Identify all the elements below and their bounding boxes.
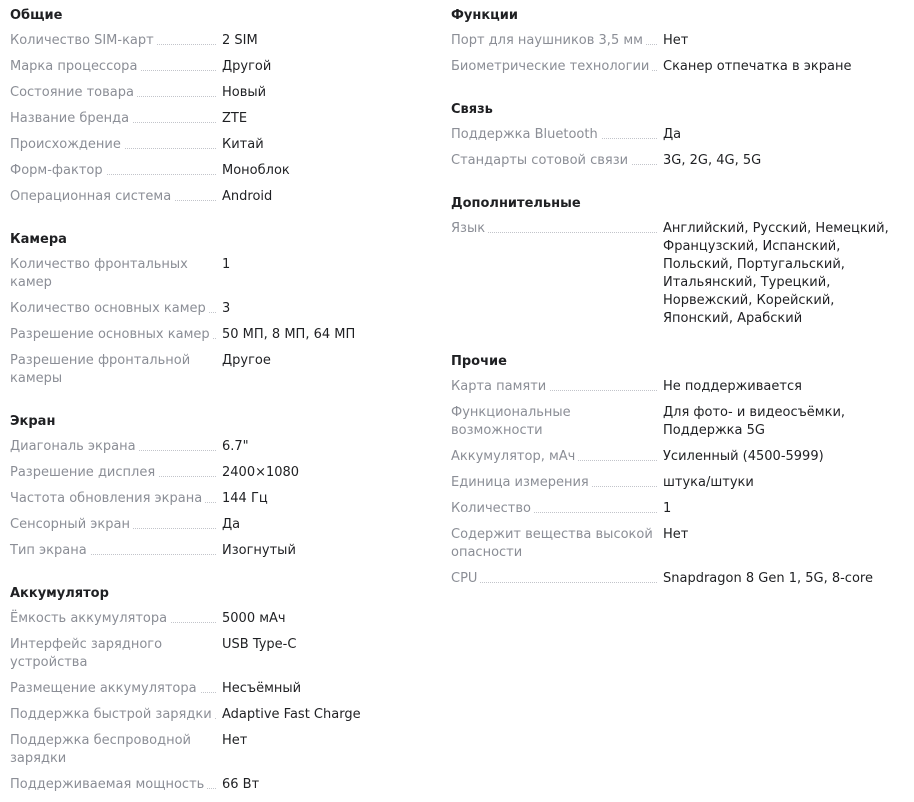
spec-value: 1 bbox=[222, 257, 231, 272]
spec-section bbox=[10, 412, 430, 560]
spec-value: Не поддерживается bbox=[663, 379, 802, 394]
spec-label-wrap bbox=[451, 448, 663, 466]
spec-value: Нет bbox=[663, 33, 689, 48]
spec-section bbox=[451, 352, 906, 588]
spec-value: Другое bbox=[222, 353, 271, 368]
spec-label-wrap bbox=[10, 136, 222, 154]
spec-label: Разрешение основных камер bbox=[10, 326, 213, 344]
spec-label-wrap bbox=[451, 500, 663, 518]
spec-label: Поддержка быстрой зарядки bbox=[10, 706, 215, 724]
spec-label: Диагональ экрана bbox=[10, 438, 139, 456]
spec-row bbox=[10, 352, 430, 388]
spec-value: 3 bbox=[222, 301, 231, 316]
spec-label: Сенсорный экран bbox=[10, 516, 133, 534]
spec-value: Snapdragon 8 Gen 1, 5G, 8-core bbox=[663, 571, 873, 586]
spec-row bbox=[10, 110, 430, 128]
spec-row bbox=[10, 326, 430, 344]
spec-row bbox=[451, 58, 906, 76]
section-title: Дополнительные bbox=[451, 196, 581, 211]
section-title: Прочие bbox=[451, 354, 507, 369]
spec-row bbox=[10, 438, 430, 456]
spec-value: штука/штуки bbox=[663, 475, 754, 490]
spec-row bbox=[10, 706, 430, 724]
spec-label: Операционная система bbox=[10, 188, 174, 206]
spec-label: Поддержка Bluetooth bbox=[451, 126, 601, 144]
spec-row bbox=[10, 680, 430, 698]
specs-column-left bbox=[10, 0, 430, 802]
spec-label: Частота обновления экрана bbox=[10, 490, 205, 508]
spec-row bbox=[451, 152, 906, 170]
spec-row bbox=[451, 474, 906, 492]
spec-row bbox=[451, 378, 906, 396]
spec-label-wrap bbox=[10, 438, 222, 456]
spec-value: Нет bbox=[663, 527, 689, 542]
spec-label-wrap bbox=[10, 464, 222, 482]
spec-value: Adaptive Fast Charge bbox=[222, 707, 361, 722]
spec-label-wrap bbox=[10, 516, 222, 534]
spec-label-wrap bbox=[451, 152, 663, 170]
spec-row bbox=[451, 526, 906, 562]
spec-section bbox=[451, 100, 906, 170]
spec-row bbox=[10, 58, 430, 76]
spec-row bbox=[451, 500, 906, 518]
section-title: Экран bbox=[10, 414, 56, 429]
section-title: Общие bbox=[10, 8, 63, 23]
spec-row bbox=[10, 136, 430, 154]
spec-section bbox=[10, 6, 430, 206]
spec-label: Состояние товара bbox=[10, 84, 137, 102]
spec-value: USB Type-C bbox=[222, 637, 297, 652]
spec-label: Аккумулятор, мАч bbox=[451, 448, 578, 466]
spec-section bbox=[451, 6, 906, 76]
spec-label: Поддерживаемая мощность bbox=[10, 776, 207, 794]
spec-label-wrap bbox=[10, 352, 222, 388]
spec-label-wrap bbox=[451, 220, 663, 238]
spec-value: Усиленный (4500-5999) bbox=[663, 449, 824, 464]
spec-value: Android bbox=[222, 189, 273, 204]
spec-label: Интерфейс зарядного устройства bbox=[10, 636, 222, 672]
spec-value: 50 МП, 8 МП, 64 МП bbox=[222, 327, 356, 342]
spec-label: Стандарты сотовой связи bbox=[451, 152, 631, 170]
spec-label-wrap bbox=[10, 58, 222, 76]
section-title: Камера bbox=[10, 232, 67, 247]
section-title: Аккумулятор bbox=[10, 586, 109, 601]
spec-value: Изогнутый bbox=[222, 543, 296, 558]
spec-row bbox=[10, 32, 430, 50]
spec-row bbox=[10, 516, 430, 534]
spec-section bbox=[10, 584, 430, 794]
section-title: Функции bbox=[451, 8, 519, 23]
spec-label: Тип экрана bbox=[10, 542, 90, 560]
spec-label: Количество SIM-карт bbox=[10, 32, 157, 50]
spec-label-wrap bbox=[10, 490, 222, 508]
spec-row bbox=[10, 188, 430, 206]
spec-label-wrap bbox=[451, 404, 663, 440]
spec-label: Биометрические технологии bbox=[451, 58, 652, 76]
spec-label: Разрешение дисплея bbox=[10, 464, 158, 482]
spec-label: Порт для наушников 3,5 мм bbox=[451, 32, 646, 50]
specs-column-right bbox=[451, 0, 906, 596]
section-title: Связь bbox=[451, 102, 493, 117]
spec-row bbox=[451, 404, 906, 440]
spec-section bbox=[10, 230, 430, 388]
spec-value: Да bbox=[222, 517, 241, 532]
spec-section bbox=[451, 194, 906, 328]
spec-label: Единица измерения bbox=[451, 474, 592, 492]
spec-row bbox=[10, 490, 430, 508]
spec-label: Поддержка беспроводной зарядки bbox=[10, 732, 222, 768]
spec-value: Новый bbox=[222, 85, 267, 100]
spec-label: Карта памяти bbox=[451, 378, 549, 396]
spec-label-wrap bbox=[451, 58, 663, 76]
spec-label-wrap bbox=[451, 126, 663, 144]
spec-row bbox=[451, 126, 906, 144]
spec-label: Содержит вещества высокой опасности bbox=[451, 526, 663, 562]
spec-label-wrap bbox=[451, 32, 663, 50]
spec-value: Несъёмный bbox=[222, 681, 302, 696]
spec-row bbox=[10, 732, 430, 768]
spec-row bbox=[10, 542, 430, 560]
spec-label: Размещение аккумулятора bbox=[10, 680, 200, 698]
spec-label-wrap bbox=[10, 188, 222, 206]
spec-label-wrap bbox=[10, 636, 222, 672]
spec-value: 2 SIM bbox=[222, 33, 258, 48]
spec-label: Функциональные возможности bbox=[451, 404, 663, 440]
spec-row bbox=[451, 220, 906, 328]
spec-label: Язык bbox=[451, 220, 488, 238]
spec-row bbox=[10, 84, 430, 102]
spec-value: Да bbox=[663, 127, 682, 142]
spec-label-wrap bbox=[10, 326, 222, 344]
dotted-leader bbox=[451, 582, 657, 583]
spec-label-wrap bbox=[10, 110, 222, 128]
spec-label-wrap bbox=[10, 542, 222, 560]
spec-row bbox=[451, 448, 906, 466]
spec-row bbox=[10, 300, 430, 318]
spec-label-wrap bbox=[10, 776, 222, 794]
spec-row bbox=[10, 256, 430, 292]
spec-value: 5000 мАч bbox=[222, 611, 286, 626]
spec-label-wrap bbox=[451, 570, 663, 588]
spec-value: Моноблок bbox=[222, 163, 290, 178]
spec-value: 1 bbox=[663, 501, 672, 516]
spec-label-wrap bbox=[10, 732, 222, 768]
spec-value: Английский, Русский, Немецкий, Французский, Испанский, Польский, Португальский, Итальянский, Турецкий, Норвежский, Корейский, Японский, Арабский bbox=[663, 221, 889, 326]
spec-label: Название бренда bbox=[10, 110, 132, 128]
spec-label: Происхождение bbox=[10, 136, 124, 154]
spec-value: Для фото- и видеосъёмки, Поддержка 5G bbox=[663, 405, 846, 438]
spec-value: 2400×1080 bbox=[222, 465, 300, 480]
spec-label-wrap bbox=[10, 610, 222, 628]
spec-row bbox=[10, 776, 430, 794]
spec-row bbox=[10, 610, 430, 628]
spec-label: Разрешение фронтальной камеры bbox=[10, 352, 222, 388]
spec-label: Количество bbox=[451, 500, 534, 518]
spec-label: Количество фронтальных камер bbox=[10, 256, 222, 292]
spec-value: 144 Гц bbox=[222, 491, 268, 506]
spec-row bbox=[451, 32, 906, 50]
spec-label-wrap bbox=[451, 526, 663, 562]
spec-label-wrap bbox=[10, 162, 222, 180]
spec-label: Марка процессора bbox=[10, 58, 140, 76]
spec-value: 66 Вт bbox=[222, 777, 260, 792]
spec-value: 6.7" bbox=[222, 439, 249, 454]
spec-label-wrap bbox=[451, 474, 663, 492]
spec-label: Количество основных камер bbox=[10, 300, 209, 318]
spec-value: Нет bbox=[222, 733, 248, 748]
spec-value: Сканер отпечатка в экране bbox=[663, 59, 852, 74]
spec-row bbox=[10, 636, 430, 672]
spec-label-wrap bbox=[10, 680, 222, 698]
spec-value: ZTE bbox=[222, 111, 248, 126]
spec-label-wrap bbox=[10, 256, 222, 292]
spec-label: CPU bbox=[451, 570, 480, 588]
spec-row bbox=[10, 162, 430, 180]
spec-label-wrap bbox=[10, 706, 222, 724]
spec-row bbox=[10, 464, 430, 482]
spec-label: Ёмкость аккумулятора bbox=[10, 610, 170, 628]
spec-label-wrap bbox=[10, 84, 222, 102]
spec-label-wrap bbox=[10, 300, 222, 318]
spec-value: Китай bbox=[222, 137, 264, 152]
spec-value: 3G, 2G, 4G, 5G bbox=[663, 153, 762, 168]
spec-value: Другой bbox=[222, 59, 272, 74]
spec-label-wrap bbox=[451, 378, 663, 396]
spec-label: Форм-фактор bbox=[10, 162, 106, 180]
spec-label-wrap bbox=[10, 32, 222, 50]
spec-row bbox=[451, 570, 906, 588]
